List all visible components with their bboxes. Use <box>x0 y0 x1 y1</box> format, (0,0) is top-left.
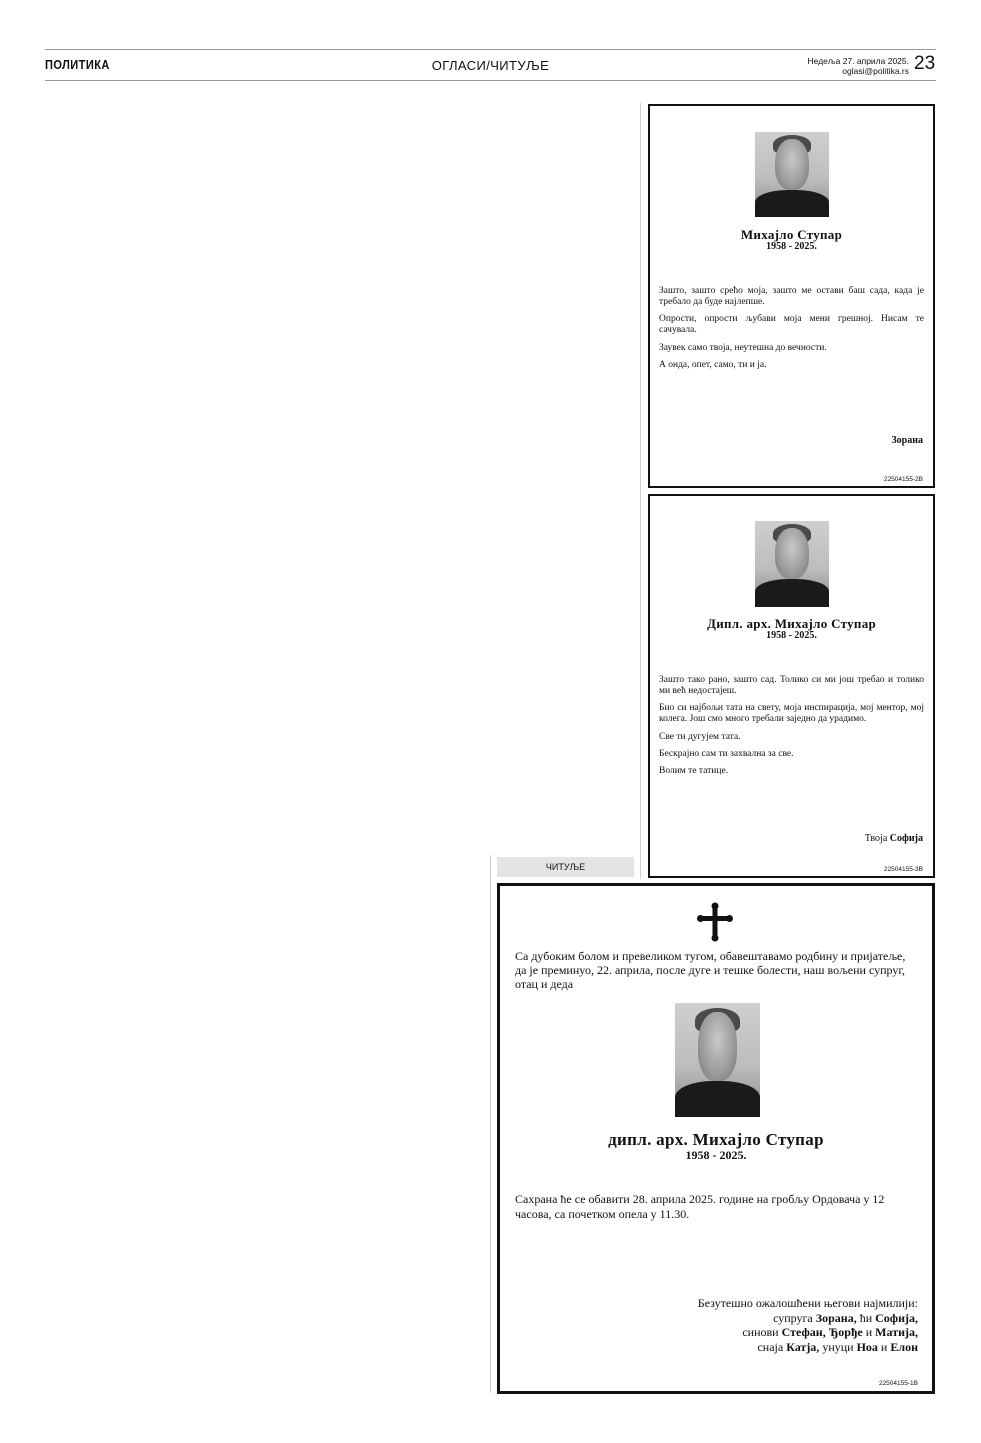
signature-prefix: Твоја <box>864 833 888 844</box>
date-block <box>808 56 909 76</box>
mourners-heading: Безутешно ожалошћени његови најмилији: <box>697 1296 918 1310</box>
mourner-name: Зорана, <box>815 1310 857 1325</box>
mourner-name: Катја, <box>786 1339 820 1354</box>
column-divider-left <box>490 855 491 1393</box>
message-paragraph: А онда, опет, само, ти и ја. <box>659 360 767 370</box>
relation-label: снаја <box>757 1339 784 1354</box>
mourner-name: Ноа <box>856 1339 878 1354</box>
relation-label: синови <box>742 1325 779 1339</box>
announcement-text: Са дубоким болом и превеликом тугом, обавештавамо родбину и пријатеље, да је преминуо, 22. априла, после дуге и тешке болести, наш вољени супруг, отац и деда <box>515 949 906 991</box>
column-divider-right <box>640 103 641 879</box>
conjunction: и <box>865 1325 873 1339</box>
obituary-notice-3 <box>497 883 935 1394</box>
portrait-photo <box>675 1003 760 1117</box>
mourner-name: Матија, <box>875 1325 918 1339</box>
message-paragraph: Бескрајно сам ти захвална за све. <box>659 749 794 759</box>
page-number: 23 <box>914 53 936 74</box>
header-top-rule <box>45 49 936 50</box>
message-paragraph: Био си најбољи тата на свету, моја инспирација, мој ментор, мој колега. Још смо много требали заједно да урадимо. <box>659 703 924 724</box>
ad-code: 22504155-2В <box>883 476 923 483</box>
signature: Зорана <box>891 435 923 446</box>
header-bottom-rule <box>45 80 936 81</box>
deceased-name: дипл. арх. Михајло Ступар <box>608 1130 824 1149</box>
relation-label: унуци <box>822 1339 854 1354</box>
message-paragraph: Зашто, зашто срећо моја, зашто ме остави баш сада, када је требало да буде најлепше. <box>659 286 924 307</box>
mourners-line <box>698 1311 918 1326</box>
masthead-logo: ПОЛИТИКА <box>45 57 110 72</box>
mourners-line <box>698 1340 918 1355</box>
relation-label: супруга <box>773 1310 813 1325</box>
obituary-notice-1 <box>648 104 935 488</box>
ad-code: 22504155-3В <box>883 866 923 873</box>
mourner-name: Стефан, Ђорђе <box>781 1325 863 1339</box>
portrait-photo <box>755 132 829 217</box>
section-title: ОГЛАСИ/ЧИТУЉЕ <box>431 58 550 73</box>
deceased-name: Дипл. арх. Михајло Ступар <box>706 616 877 631</box>
signature <box>865 833 923 844</box>
message-paragraph: Заувек само твоја, неутешна до вечности. <box>659 343 827 353</box>
life-years: 1958 - 2025. <box>766 630 817 641</box>
mourners-list <box>698 1296 918 1354</box>
relation-label: ћи <box>859 1310 873 1325</box>
message-paragraph: Зашто тако рано, зашто сад. Толико си ми још требао и толико ми већ недостајеш. <box>659 675 924 696</box>
signature-name: Софија <box>889 833 923 844</box>
section-tag: ЧИТУЉЕ <box>497 857 634 877</box>
message-paragraph: Опрости, опрости љубави моја мени грешној. Нисам те сачувала. <box>659 314 924 335</box>
issue-date: Недеља 27. априла 2025. <box>807 56 909 66</box>
obituary-notice-2 <box>648 494 935 878</box>
contact-email: oglasi@politika.rs <box>842 66 909 76</box>
life-years: 1958 - 2025. <box>766 241 817 252</box>
mourners-line <box>698 1325 918 1340</box>
deceased-name: Михајло Ступар <box>740 227 843 242</box>
portrait-photo <box>755 521 829 607</box>
mourner-name: Елон <box>890 1339 918 1354</box>
message-paragraph: Све ти дугујем тата. <box>659 732 741 742</box>
life-years: 1958 - 2025. <box>685 1148 747 1162</box>
conjunction: и <box>880 1339 888 1354</box>
message-paragraph: Волим те татице. <box>659 766 729 776</box>
orthodox-cross-icon <box>697 902 733 942</box>
ad-code: 22504155-1В <box>878 1380 918 1387</box>
funeral-info: Сахрана ће се обавити 28. априла 2025. године на гробљу Ордовача у 12 часова, са почетком опела у 11.30. <box>515 1192 885 1221</box>
mourner-name: Софија, <box>875 1310 918 1325</box>
